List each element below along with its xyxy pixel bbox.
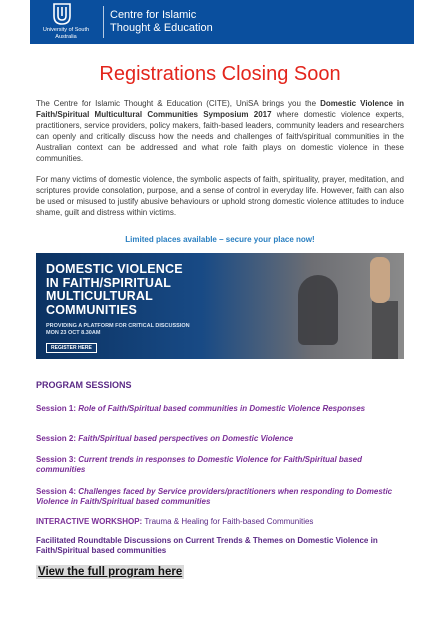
session-item xyxy=(36,487,404,507)
banner-title-line: MULTICULTURAL xyxy=(46,289,153,303)
aggressor-arm xyxy=(372,301,398,359)
banner-title-line: COMMUNITIES xyxy=(46,302,138,317)
session-title: Current trends in responses to Domestic Violence for Faith/Spiritual based communities xyxy=(36,455,363,474)
banner-subtitle-line1: PROVIDING A PLATFORM FOR CRITICAL DISCUSSION xyxy=(46,323,190,329)
session-label: Session 2: xyxy=(36,434,77,443)
session-label: Session 3: xyxy=(36,455,77,464)
banner-title xyxy=(46,263,183,317)
intro-paragraph xyxy=(36,98,404,164)
centre-name-line1: Centre for Islamic xyxy=(110,9,197,21)
session-item xyxy=(36,455,404,475)
faith-paragraph: For many victims of domestic violence, the symbolic aspects of faith, spirituality, prayer, meditation, and scriptures provide consolation, purpose, and a sense of control in everyday life. However, faith can also be used or misused to justify abusive behaviours or uphold strong domestic violence attitudes to induce shame, guilt and distress within victims. xyxy=(36,175,404,217)
intro-prefix: The Centre for Islamic Thought & Education (CITE), UniSA brings you the xyxy=(36,99,321,108)
workshop-title: Trauma & Healing for Faith-based Communities xyxy=(144,517,314,526)
roundtable-item: Facilitated Roundtable Discussions on Current Trends & Themes on Domestic Violence in Faith/Spiritual based communities xyxy=(36,536,378,555)
register-button[interactable]: REGISTER HERE xyxy=(46,343,97,353)
program-heading: PROGRAM SESSIONS xyxy=(36,380,132,390)
email-header xyxy=(30,0,414,44)
banner-title-line: DOMESTIC VIOLENCE xyxy=(46,262,183,276)
event-banner[interactable] xyxy=(36,253,404,359)
workshop-label: INTERACTIVE WORKSHOP: xyxy=(36,517,143,526)
intro-suffix: where domestic violence experts, practitioners, service providers, policy makers, faith-based leaders, community leaders and researchers can openly and critically discuss how the needs and challenges of faith/spiritual communities in the Australian context can be addressed and what role faith plays on domestic violence in these communities. xyxy=(36,110,404,163)
centre-name-line2: Thought & Education xyxy=(110,22,213,34)
session-item xyxy=(36,404,404,414)
session-label: Session 1: xyxy=(36,404,77,413)
university-name: University of South Australia xyxy=(42,27,90,40)
centre-name xyxy=(110,9,213,35)
session-title: Role of Faith/Spiritual based communities in Domestic Violence Responses xyxy=(78,404,366,413)
session-item xyxy=(36,434,404,444)
full-program-link[interactable]: View the full program here xyxy=(38,566,183,578)
banner-subtitle xyxy=(46,323,190,337)
event-name: Domestic Violence in Faith/Spiritual Multicultural Communities Symposium 2017 xyxy=(36,99,405,119)
victim-silhouette xyxy=(298,275,338,345)
banner-date: MON 23 OCT 8.30AM xyxy=(46,330,101,336)
unisa-logo-icon xyxy=(52,3,72,25)
session-label: Session 4: xyxy=(36,487,77,496)
workshop-item xyxy=(36,517,404,526)
page-title: Registrations Closing Soon xyxy=(99,63,341,85)
session-title: Faith/Spiritual based perspectives on Domestic Violence xyxy=(78,434,294,443)
session-title: Challenges faced by Service providers/practitioners when responding to Domestic Violence in Faith/Spiritual based communities xyxy=(36,487,393,506)
header-divider xyxy=(103,6,104,38)
banner-title-line: IN FAITH/SPIRITUAL xyxy=(46,275,172,290)
raised-fist xyxy=(370,257,390,303)
limited-places-notice: Limited places available – secure your place now! xyxy=(125,235,315,244)
